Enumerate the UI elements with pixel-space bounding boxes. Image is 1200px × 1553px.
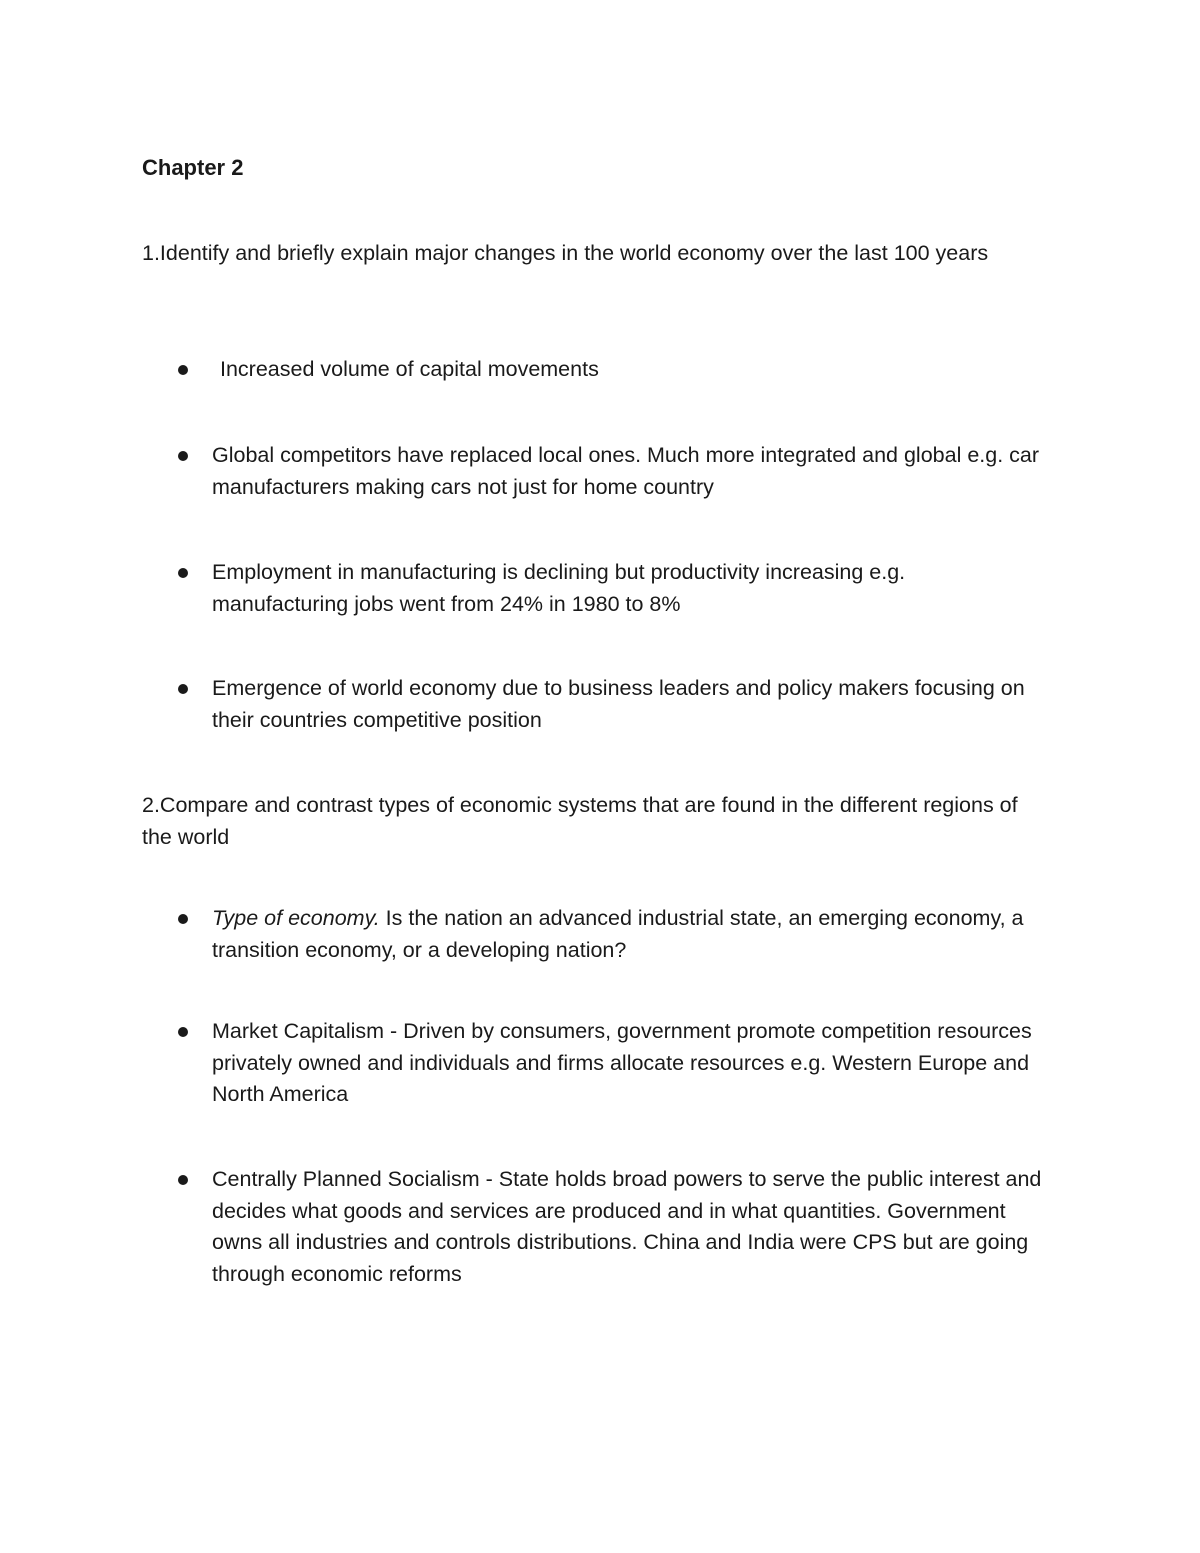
question-1: 1.Identify and briefly explain major changes in the world economy over the last 100 years <box>142 241 989 265</box>
list-item-text: Increased volume of capital movements <box>220 357 599 381</box>
list-item-text: Global competitors have replaced local ones. Much more integrated and global e.g. car manufacturers making cars not just for home country <box>212 443 1040 499</box>
list-item-text: Employment in manufacturing is declining but productivity increasing e.g. manufacturing jobs went from 24% in 1980 to 8% <box>212 560 906 616</box>
bullet-icon <box>178 914 188 924</box>
bullet-icon <box>178 568 188 578</box>
bullet-icon <box>178 365 188 375</box>
emphasis-term: Type of economy. <box>212 906 380 930</box>
list-item-text: Market Capitalism - Driven by consumers, government promote competition resources privately owned and individuals and firms allocate resources e.g. Western Europe and North America <box>212 1019 1032 1106</box>
bullet-icon <box>178 684 188 694</box>
list-item-text: Emergence of world economy due to business leaders and policy makers focusing on their countries competitive position <box>212 676 1025 732</box>
list-item-text <box>212 903 1042 966</box>
bullet-icon <box>178 451 188 461</box>
bullet-icon <box>178 1175 188 1185</box>
question-2: 2.Compare and contrast types of economic systems that are found in the different regions of the world <box>142 793 1018 849</box>
list-item-body: Is the nation an advanced industrial state, an emerging economy, a transition economy, or a developing nation? <box>212 906 1024 962</box>
chapter-title: Chapter 2 <box>142 155 244 180</box>
list-item-text: Centrally Planned Socialism - State holds broad powers to serve the public interest and decides what goods and services are produced and in what quantities. Government owns all industries and controls distributions. China and India were CPS but are going through economic reforms <box>212 1167 1042 1286</box>
bullet-icon <box>178 1027 188 1037</box>
